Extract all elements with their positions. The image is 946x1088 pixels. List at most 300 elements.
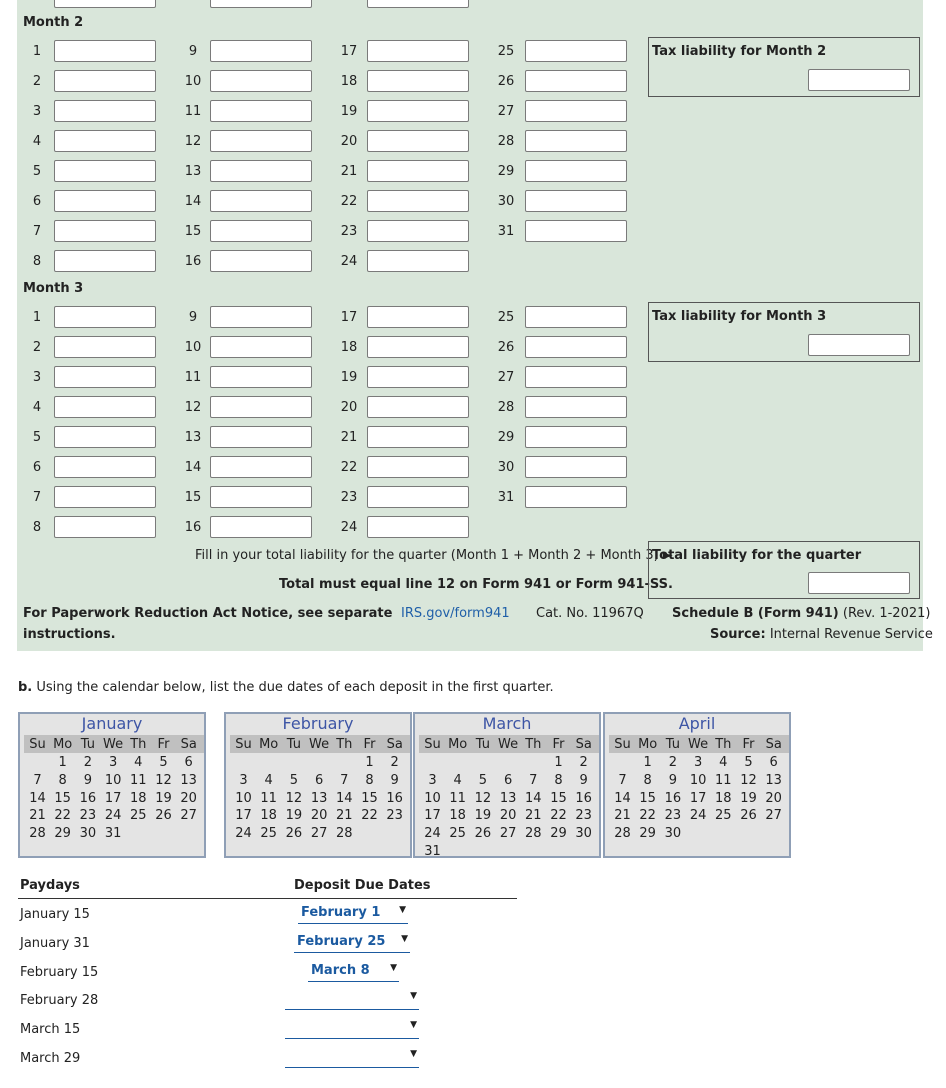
month2-day-number: 21 [340, 164, 358, 179]
calendar-day[interactable]: 5 [478, 772, 488, 788]
calendar-month-name: April [678, 714, 716, 733]
month3-day-input[interactable] [210, 486, 312, 508]
month2-day-input[interactable] [367, 220, 469, 242]
calendar-day[interactable]: 27 [180, 808, 197, 824]
month3-day-input[interactable] [54, 396, 156, 418]
month2-day-input[interactable] [54, 190, 156, 212]
calendar-february [224, 712, 412, 858]
calendar-day[interactable]: 21 [525, 808, 542, 824]
calendar-day[interactable]: 12 [474, 790, 492, 806]
calendar-day-header: Th [525, 737, 542, 752]
calendar-day[interactable]: 19 [474, 808, 492, 824]
calendar-day[interactable]: 2 [579, 755, 588, 770]
source-value: Internal Revenue Service [769, 627, 933, 642]
month2-tax-box [648, 37, 920, 97]
month3-day-number: 23 [340, 490, 358, 505]
calendar-day[interactable]: 4 [719, 755, 728, 770]
partial-input[interactable] [210, 0, 312, 8]
month3-day-input[interactable] [210, 396, 312, 418]
calendar-day[interactable]: 13 [765, 772, 782, 788]
calendar-day[interactable]: 21 [29, 808, 46, 824]
calendar-day[interactable]: 18 [130, 790, 147, 806]
month2-day-input[interactable] [367, 70, 469, 92]
calendar-day[interactable]: 30 [664, 826, 682, 842]
month3-day-number: 13 [184, 430, 202, 445]
calendar-day[interactable]: 9 [390, 772, 399, 788]
payday-label: February 15 [20, 964, 99, 980]
month2-day-number: 3 [32, 104, 42, 119]
cat-number: Cat. No. 11967Q [536, 606, 644, 621]
calendar-day-header: Th [130, 737, 147, 752]
calendar-day[interactable]: 14 [29, 790, 46, 806]
calendar-day[interactable]: 12 [740, 772, 757, 788]
calendar-day[interactable]: 25 [260, 826, 277, 842]
month2-day-input[interactable] [210, 130, 312, 152]
month3-tax-label: Tax liability for Month 3 [652, 309, 827, 324]
month2-day-input[interactable] [210, 160, 312, 182]
calendar-day[interactable]: 15 [361, 790, 378, 806]
calendar-day[interactable]: 26 [474, 826, 492, 842]
calendar-day[interactable]: 25 [449, 826, 466, 842]
month3-day-input[interactable] [54, 306, 156, 328]
calendar-day[interactable]: 23 [79, 808, 97, 824]
month2-day-number: 8 [32, 253, 42, 269]
month3-tax-input[interactable] [808, 334, 910, 356]
calendar-day[interactable]: 11 [715, 772, 732, 788]
calendar-day[interactable]: 9 [579, 772, 588, 788]
month3-day-input[interactable] [210, 306, 312, 328]
calendar-day-header: Sa [386, 737, 403, 752]
calendar-day[interactable]: 1 [365, 755, 374, 770]
calendar-day[interactable]: 10 [104, 772, 122, 788]
month2-day-input[interactable] [525, 70, 627, 92]
month3-day-number: 10 [184, 340, 202, 355]
month2-day-number: 7 [32, 224, 42, 239]
month3-day-input[interactable] [54, 516, 156, 538]
month3-day-input[interactable] [367, 486, 469, 508]
calendar-day[interactable]: 21 [336, 808, 353, 824]
calendar-day[interactable]: 9 [668, 772, 678, 788]
calendar-day-header: Tu [475, 737, 490, 752]
month2-day-input[interactable] [525, 160, 627, 182]
month2-day-input[interactable] [367, 130, 469, 152]
month3-day-number: 4 [32, 400, 42, 415]
calendar-day[interactable]: 28 [525, 826, 542, 842]
month2-day-number: 31 [497, 224, 515, 239]
calendar-day[interactable]: 17 [235, 808, 252, 824]
calendar-day[interactable]: 29 [639, 826, 656, 842]
calendar-day[interactable]: 11 [449, 790, 466, 806]
month3-day-input[interactable] [54, 426, 156, 448]
month2-day-input[interactable] [367, 190, 469, 212]
month2-day-input[interactable] [367, 40, 469, 62]
month3-day-input[interactable] [525, 486, 627, 508]
calendar-day[interactable]: 22 [639, 808, 656, 824]
month3-day-input[interactable] [367, 456, 469, 478]
calendar-day[interactable]: 10 [424, 790, 441, 806]
due-date-select[interactable] [285, 991, 419, 1010]
calendar-day[interactable]: 12 [285, 790, 303, 806]
calendar-day-header: We [309, 737, 330, 752]
month3-day-number: 27 [497, 370, 515, 385]
month2-day-number: 23 [340, 224, 358, 239]
month3-day-input[interactable] [367, 336, 469, 358]
month2-day-input[interactable] [367, 250, 469, 272]
month3-day-input[interactable] [54, 486, 156, 508]
calendar-day[interactable]: 16 [575, 790, 592, 806]
calendar-day[interactable]: 3 [693, 755, 703, 770]
month2-day-number: 12 [184, 134, 202, 149]
total-input[interactable] [808, 572, 910, 594]
calendar-day[interactable]: 16 [664, 790, 682, 806]
calendar-day[interactable]: 26 [285, 826, 303, 842]
due-date-value: February 25 [297, 933, 386, 949]
calendar-april [603, 712, 791, 858]
month2-day-input[interactable] [525, 100, 627, 122]
month3-day-input[interactable] [367, 396, 469, 418]
calendar-day[interactable]: 6 [503, 772, 513, 788]
calendar-day[interactable]: 12 [155, 772, 172, 788]
calendar-day[interactable]: 22 [550, 808, 567, 824]
due-date-select[interactable] [285, 1049, 419, 1068]
question-b [18, 680, 554, 695]
month2-day-input[interactable] [210, 190, 312, 212]
paydays-header: Paydays [20, 878, 80, 893]
month3-day-number: 14 [184, 460, 202, 475]
paperwork-notice: For Paperwork Reduction Act Notice, see separate [23, 606, 393, 621]
calendar-day[interactable]: 27 [499, 826, 517, 842]
chevron-down-icon: ▼ [410, 1020, 417, 1031]
calendar-day[interactable]: 13 [310, 790, 328, 806]
calendar-day[interactable]: 22 [54, 808, 71, 824]
calendar-day-header: We [498, 737, 519, 752]
month3-day-number: 15 [184, 490, 202, 505]
month2-day-input[interactable] [525, 130, 627, 152]
month2-day-number: 27 [497, 104, 515, 119]
chevron-down-icon: ▼ [410, 1049, 417, 1059]
month3-day-input[interactable] [367, 306, 469, 328]
month2-day-input[interactable] [54, 130, 156, 152]
month3-day-number: 9 [188, 310, 198, 325]
due-dates-header: Deposit Due Dates [294, 878, 431, 893]
calendar-day[interactable]: 25 [715, 808, 732, 824]
month3-day-input[interactable] [54, 336, 156, 358]
partial-input[interactable] [367, 0, 469, 8]
month3-day-number: 12 [184, 400, 202, 415]
calendar-day[interactable]: 13 [499, 790, 517, 806]
calendar-day[interactable]: 11 [130, 772, 147, 788]
calendar-day-header: Mo [53, 737, 73, 752]
calendar-day[interactable]: 14 [614, 790, 631, 806]
calendar-day[interactable]: 23 [664, 808, 682, 824]
calendar-month-name: March [482, 714, 532, 733]
month3-day-input[interactable] [367, 426, 469, 448]
month3-day-number: 3 [32, 370, 42, 385]
calendar-day[interactable]: 30 [575, 826, 592, 842]
calendar-day[interactable]: 17 [104, 790, 122, 806]
total-label: Total liability for the quarter [652, 548, 862, 563]
month3-day-input[interactable] [210, 516, 312, 538]
calendar-day[interactable]: 16 [79, 790, 97, 806]
month3-day-number: 20 [340, 400, 358, 415]
calendar-day[interactable]: 3 [108, 755, 118, 770]
calendar-day[interactable]: 18 [449, 808, 466, 824]
month2-day-number: 11 [184, 104, 202, 119]
month3-day-input[interactable] [210, 336, 312, 358]
total-instruction: Fill in your total liability for the quarter (Month 1 + Month 2 + Month 3) ► [195, 548, 673, 563]
payday-label: March 29 [20, 1051, 81, 1066]
month3-day-number: 1 [32, 310, 42, 325]
calendar-day[interactable]: 9 [83, 772, 93, 788]
calendar-day[interactable]: 7 [340, 772, 349, 788]
source-label: Source: [710, 627, 766, 642]
calendar-day[interactable]: 13 [180, 772, 197, 788]
calendar-day[interactable]: 26 [155, 808, 172, 824]
calendar-day[interactable]: 19 [155, 790, 172, 806]
calendar-day[interactable]: 29 [550, 826, 567, 842]
calendar-day[interactable]: 7 [529, 772, 538, 788]
chevron-down-icon: ▼ [399, 905, 406, 915]
month2-day-input[interactable] [54, 250, 156, 272]
calendar-day[interactable]: 22 [361, 808, 378, 824]
calendar-day[interactable]: 17 [424, 808, 441, 824]
month3-day-number: 22 [340, 460, 358, 475]
calendar-day[interactable]: 5 [159, 755, 168, 770]
month2-tax-label: Tax liability for Month 2 [652, 44, 827, 59]
calendar-day[interactable]: 31 [104, 826, 122, 842]
chevron-down-icon: ▼ [401, 933, 408, 944]
calendar-day[interactable]: 6 [314, 772, 324, 788]
month2-day-input[interactable] [367, 160, 469, 182]
month3-day-number: 18 [340, 340, 358, 355]
month2-day-input[interactable] [210, 40, 312, 62]
calendar-day[interactable]: 15 [639, 790, 656, 806]
calendar-day[interactable]: 15 [54, 790, 71, 806]
month2-day-input[interactable] [54, 70, 156, 92]
calendar-day[interactable]: 16 [386, 790, 403, 806]
calendar-day[interactable]: 28 [614, 826, 631, 842]
calendar-day[interactable]: 10 [689, 772, 707, 788]
month2-day-number: 5 [32, 164, 42, 179]
due-date-select[interactable] [308, 963, 399, 982]
month3-day-number: 16 [184, 519, 202, 535]
calendar-day[interactable]: 20 [310, 808, 328, 824]
calendar-day[interactable]: 24 [235, 826, 252, 842]
schedule-rev: (Rev. 1-2021) [842, 606, 931, 621]
calendar-day[interactable]: 8 [554, 772, 563, 788]
calendar-day[interactable]: 28 [29, 826, 46, 842]
month3-day-input[interactable] [367, 516, 469, 538]
month2-day-number: 19 [340, 104, 358, 119]
partial-input[interactable] [54, 0, 156, 8]
month3-day-number: 6 [32, 460, 42, 475]
total-box [648, 541, 920, 599]
calendar-day-header: Su [29, 737, 46, 752]
calendar-january [18, 712, 206, 858]
calendar-day[interactable]: 3 [428, 772, 437, 788]
calendar-day[interactable]: 28 [336, 826, 353, 842]
calendar-day[interactable]: 5 [289, 772, 299, 788]
month3-day-input[interactable] [210, 366, 312, 388]
calendar-day[interactable]: 2 [390, 755, 399, 770]
month2-day-input[interactable] [525, 40, 627, 62]
calendar-day[interactable]: 27 [765, 808, 782, 824]
month3-day-number: 7 [32, 490, 42, 505]
month2-day-input[interactable] [525, 190, 627, 212]
calendar-day[interactable]: 1 [58, 755, 67, 770]
paperwork-notice-cont: instructions. [23, 627, 116, 642]
month3-day-input[interactable] [525, 366, 627, 388]
calendar-day[interactable]: 7 [618, 772, 627, 788]
calendar-day[interactable]: 2 [668, 755, 678, 770]
calendar-day[interactable]: 20 [499, 808, 517, 824]
month3-day-number: 30 [497, 460, 515, 475]
calendar-day[interactable]: 25 [130, 808, 147, 824]
calendar-day[interactable]: 30 [79, 826, 97, 842]
calendar-day[interactable]: 2 [83, 755, 93, 770]
calendar-day-header: Su [235, 737, 252, 752]
calendar-day[interactable]: 8 [643, 772, 652, 788]
calendar-day[interactable]: 20 [765, 790, 782, 806]
calendar-day[interactable]: 10 [235, 790, 252, 806]
calendar-day[interactable]: 4 [264, 772, 273, 788]
month2-day-input[interactable] [54, 220, 156, 242]
month2-day-input[interactable] [210, 250, 312, 272]
calendar-day[interactable]: 14 [525, 790, 542, 806]
calendar-day[interactable]: 14 [336, 790, 353, 806]
month2-day-number: 1 [32, 44, 42, 59]
month3-day-input[interactable] [525, 456, 627, 478]
month2-day-input[interactable] [210, 100, 312, 122]
month3-day-input[interactable] [525, 306, 627, 328]
calendar-day[interactable]: 17 [689, 790, 707, 806]
month3-day-input[interactable] [525, 426, 627, 448]
calendar-day-header: Fr [742, 737, 755, 752]
month3-day-input[interactable] [525, 336, 627, 358]
calendar-day[interactable]: 24 [104, 808, 122, 824]
month3-label: Month 3 [23, 281, 84, 296]
month2-tax-input[interactable] [808, 69, 910, 91]
calendar-day[interactable]: 19 [740, 790, 757, 806]
calendar-day[interactable]: 24 [424, 826, 441, 842]
due-date-value: February 1 [301, 905, 381, 920]
month2-day-input[interactable] [210, 220, 312, 242]
total-must-equal: Total must equal line 12 on Form 941 or Form 941-SS. [279, 577, 673, 592]
month2-day-number: 20 [340, 134, 358, 149]
month2-day-number: 9 [188, 44, 198, 59]
month2-day-number: 17 [340, 44, 358, 59]
calendar-day[interactable]: 23 [575, 808, 592, 824]
calendar-day[interactable]: 8 [58, 772, 67, 788]
calendar-day[interactable]: 18 [260, 808, 277, 824]
calendar-day[interactable]: 31 [424, 844, 441, 859]
month3-day-input[interactable] [525, 396, 627, 418]
month3-day-input[interactable] [367, 366, 469, 388]
calendar-day[interactable]: 15 [550, 790, 567, 806]
calendar-day[interactable]: 24 [689, 808, 707, 824]
source-line [710, 627, 933, 642]
calendar-day[interactable]: 26 [740, 808, 757, 824]
month2-day-input[interactable] [54, 100, 156, 122]
month3-day-number: 25 [497, 310, 515, 325]
calendar-day[interactable]: 6 [769, 755, 778, 770]
month2-day-input[interactable] [210, 70, 312, 92]
payday-label: March 15 [20, 1022, 81, 1038]
calendar-day[interactable]: 5 [744, 755, 753, 770]
irs-link[interactable]: IRS.gov/form941 [401, 606, 510, 621]
month2-day-number: 18 [340, 74, 358, 89]
due-date-select[interactable] [298, 905, 408, 924]
due-date-select[interactable] [285, 1020, 419, 1039]
calendar-day[interactable]: 20 [180, 790, 197, 806]
calendar-day[interactable]: 1 [554, 755, 563, 770]
calendar-day-header: Sa [180, 737, 197, 752]
month2-day-number: 24 [340, 253, 358, 269]
month3-day-input[interactable] [210, 426, 312, 448]
calendar-day[interactable]: 8 [365, 772, 374, 788]
calendar-day[interactable]: 4 [453, 772, 462, 788]
month2-day-number: 28 [497, 134, 515, 149]
schedule-ref [672, 606, 930, 621]
calendar-day[interactable]: 4 [134, 755, 143, 770]
schedule-name: Schedule B (Form 941) [672, 606, 839, 621]
month2-day-input[interactable] [525, 220, 627, 242]
calendar-day[interactable]: 7 [33, 772, 42, 788]
calendar-day[interactable]: 29 [54, 826, 71, 842]
calendar-day-header: Mo [638, 737, 658, 752]
calendar-day-header: Tu [665, 737, 680, 752]
calendar-day-header: Tu [286, 737, 301, 752]
calendar-day[interactable]: 23 [386, 808, 403, 824]
calendar-day[interactable]: 21 [614, 808, 631, 824]
calendar-day-header: Tu [80, 737, 95, 752]
month2-day-number: 14 [184, 194, 202, 209]
due-date-select[interactable] [294, 934, 410, 953]
calendar-day[interactable]: 27 [310, 826, 328, 842]
month2-day-number: 15 [184, 224, 202, 239]
month3-day-number: 5 [32, 430, 42, 445]
month3-day-number: 28 [497, 400, 515, 415]
month2-day-number: 25 [497, 44, 515, 59]
month2-day-number: 29 [497, 164, 515, 179]
calendar-day[interactable]: 11 [260, 790, 277, 806]
calendar-day[interactable]: 19 [285, 808, 303, 824]
month2-day-input[interactable] [54, 160, 156, 182]
calendar-day[interactable]: 3 [239, 772, 248, 788]
calendar-day-header: Mo [448, 737, 468, 752]
calendar-month-name: February [282, 714, 354, 733]
month2-day-input[interactable] [367, 100, 469, 122]
payday-label: February 28 [20, 993, 99, 1009]
chevron-down-icon: ▼ [410, 991, 417, 1002]
calendar-day-header: We [103, 737, 124, 752]
month2-day-number: 30 [497, 194, 515, 209]
month2-day-input[interactable] [54, 40, 156, 62]
calendar-day[interactable]: 1 [643, 755, 652, 770]
month3-day-number: 19 [340, 370, 358, 385]
calendar-day-header: Fr [157, 737, 170, 752]
calendar-day[interactable]: 18 [715, 790, 732, 806]
month3-day-input[interactable] [210, 456, 312, 478]
question-text: Using the calendar below, list the due dates of each deposit in the first quarter. [36, 680, 554, 695]
month3-day-input[interactable] [54, 366, 156, 388]
payday-label: January 15 [20, 907, 90, 922]
calendar-day-header: Th [336, 737, 353, 752]
month2-day-number: 4 [32, 134, 42, 149]
month3-day-number: 8 [32, 519, 42, 535]
calendar-day[interactable]: 6 [184, 755, 193, 770]
month3-day-input[interactable] [54, 456, 156, 478]
